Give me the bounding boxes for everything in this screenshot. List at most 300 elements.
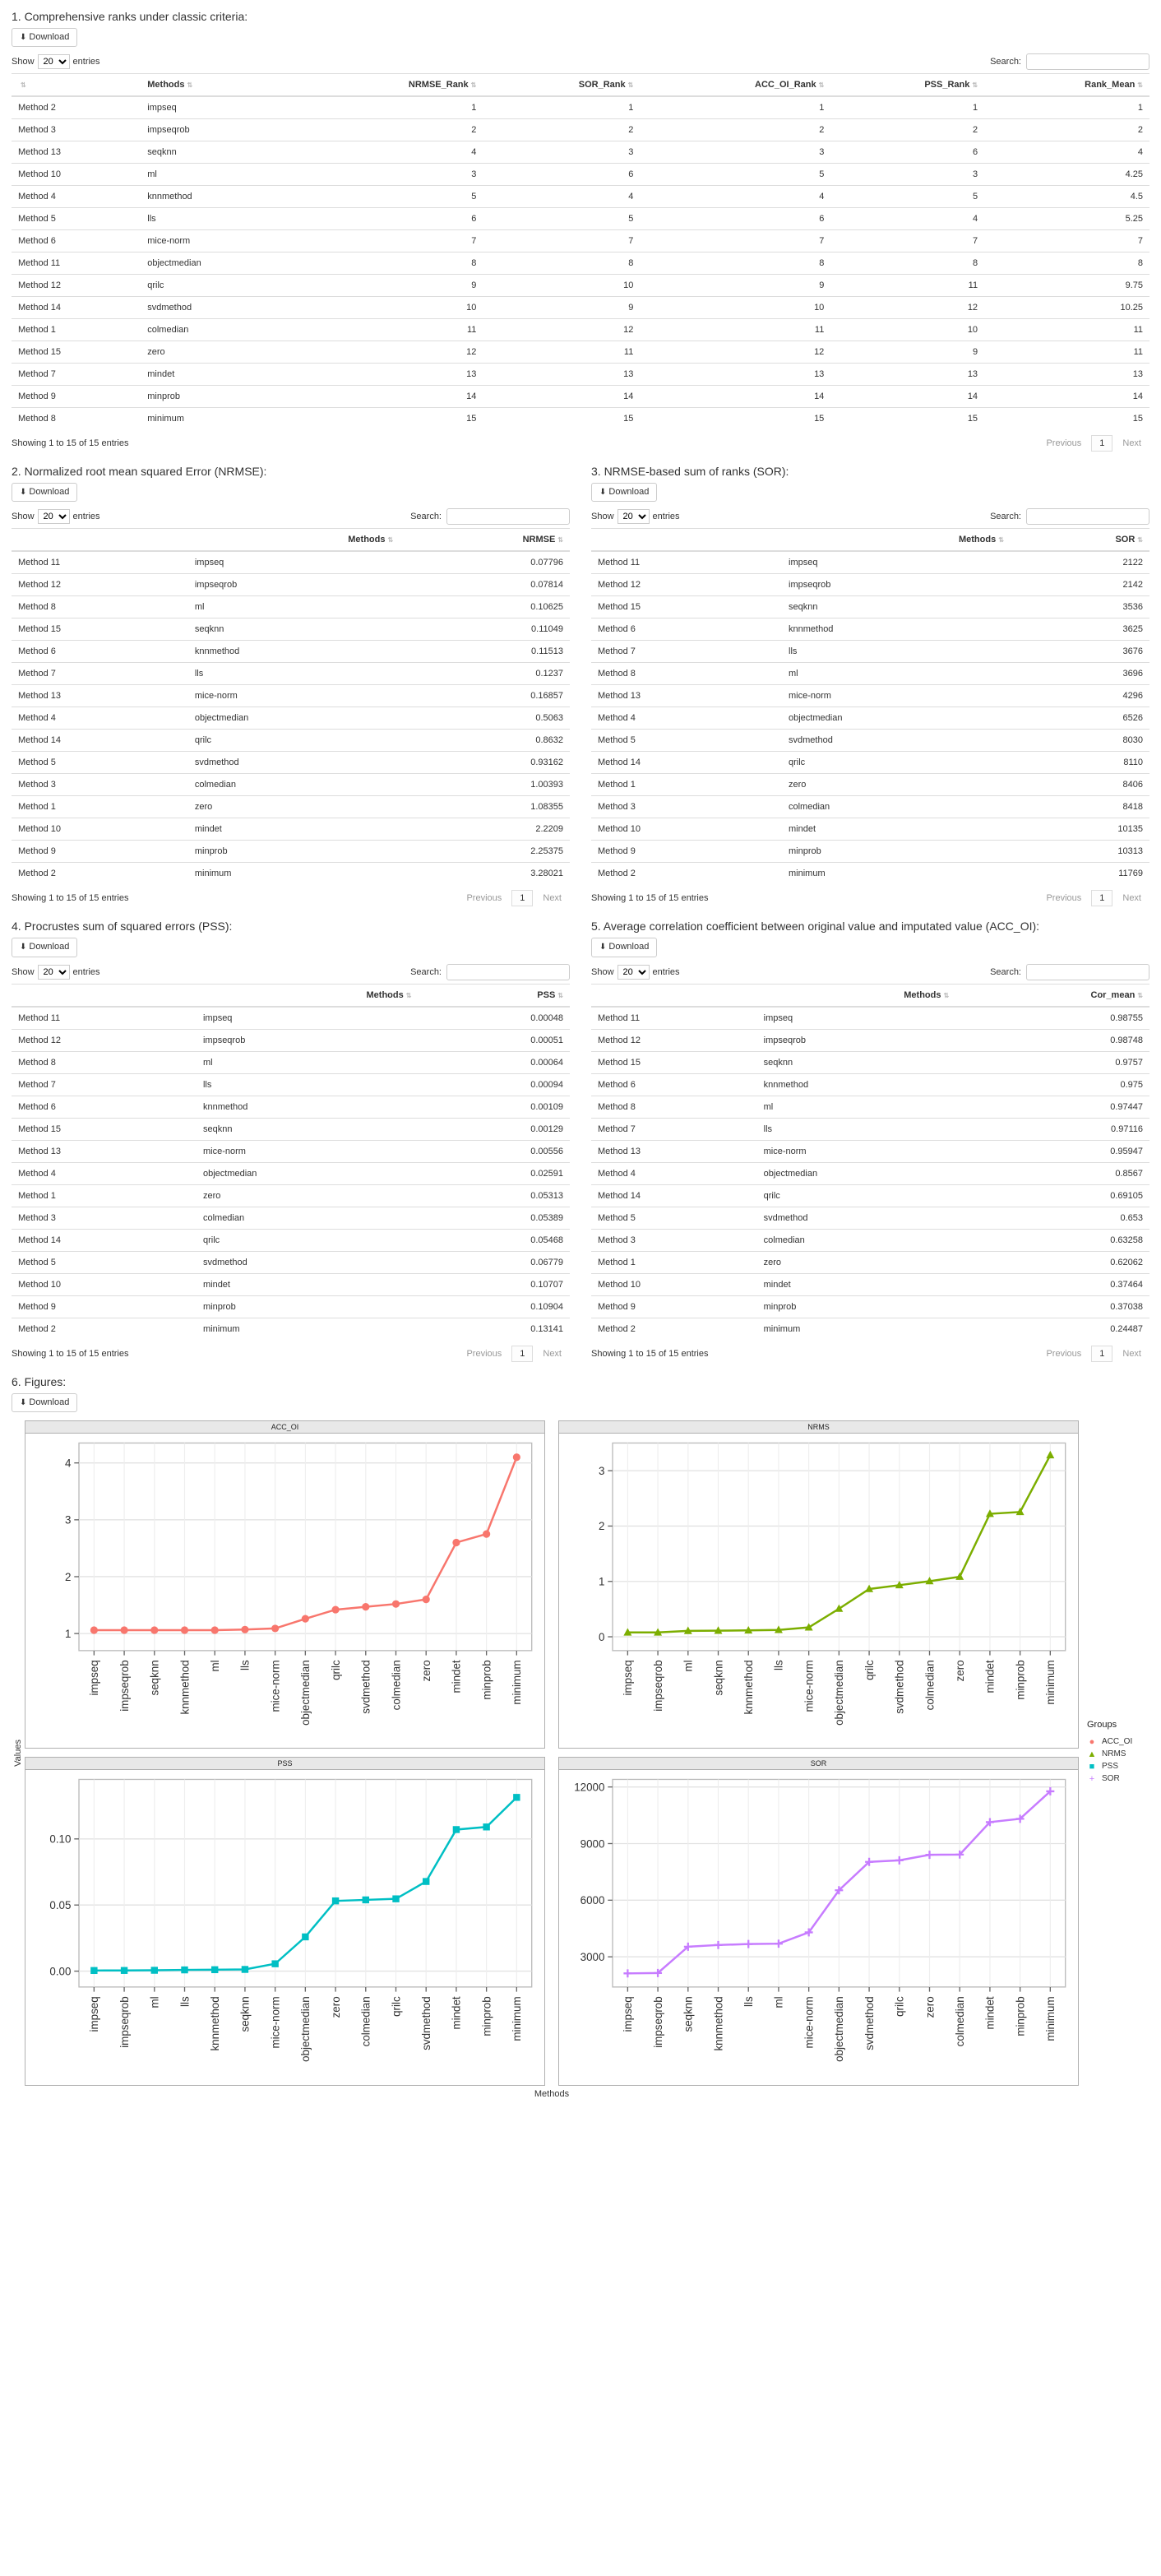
table-cell: 8030 bbox=[1011, 730, 1149, 752]
table-cell: 2 bbox=[640, 119, 830, 141]
table-cell: objectmedian bbox=[757, 1162, 956, 1184]
table-header-row bbox=[12, 74, 1149, 97]
table-cell: Method 13 bbox=[591, 1140, 757, 1162]
search-input-2[interactable] bbox=[446, 508, 570, 525]
next-button[interactable]: Next bbox=[543, 893, 562, 904]
table-cell: lls bbox=[757, 1118, 956, 1140]
svg-text:3: 3 bbox=[65, 1513, 72, 1527]
table-footer-3 bbox=[591, 890, 1149, 910]
table-cell: 3 bbox=[640, 141, 830, 164]
table-cell: minprob bbox=[197, 1295, 418, 1318]
sort-icon: ⇅ bbox=[1137, 81, 1143, 90]
table-cell: 11 bbox=[830, 275, 984, 297]
search-input-3[interactable] bbox=[1026, 508, 1149, 525]
page-length-select-3[interactable] bbox=[618, 509, 650, 524]
table-cell: zero bbox=[141, 341, 295, 364]
table-cell: 0.07814 bbox=[400, 574, 570, 596]
col-header-methods[interactable]: Methods ⇅ bbox=[188, 529, 400, 552]
col-header-nrmse-rank[interactable]: NRMSE_Rank ⇅ bbox=[296, 74, 483, 97]
table-row bbox=[12, 319, 1149, 341]
svg-text:impseqrob: impseqrob bbox=[118, 1660, 131, 1712]
table-cell: Method 10 bbox=[591, 1273, 757, 1295]
table-cell: knnmethod bbox=[782, 619, 1011, 641]
svg-text:seqknn: seqknn bbox=[712, 1660, 725, 1696]
svg-text:0.00: 0.00 bbox=[49, 1965, 72, 1978]
table-cell: 8 bbox=[640, 253, 830, 275]
next-button[interactable]: Next bbox=[543, 1348, 562, 1359]
table-row bbox=[12, 796, 570, 818]
table-controls-2 bbox=[12, 508, 570, 525]
table-cell: Method 9 bbox=[591, 841, 782, 863]
search-control-2 bbox=[410, 508, 570, 525]
svg-text:2: 2 bbox=[599, 1519, 605, 1532]
page-button-1[interactable]: 1 bbox=[511, 890, 533, 906]
table-cell: 1 bbox=[984, 96, 1149, 119]
table-row bbox=[591, 1140, 1149, 1162]
col-header-index[interactable] bbox=[12, 529, 188, 552]
table-cell: Method 13 bbox=[12, 1140, 197, 1162]
page-button-1[interactable]: 1 bbox=[1091, 1346, 1112, 1362]
table-cell: 0.00556 bbox=[418, 1140, 570, 1162]
col-header-sor-rank[interactable]: SOR_Rank ⇅ bbox=[483, 74, 640, 97]
table-cell: 5 bbox=[483, 208, 640, 230]
search-input-1[interactable] bbox=[1026, 53, 1149, 70]
table-cell: 1 bbox=[296, 96, 483, 119]
table-row bbox=[12, 1073, 570, 1096]
col-header-index[interactable] bbox=[591, 529, 782, 552]
svg-text:0.05: 0.05 bbox=[49, 1899, 72, 1912]
table-cell: Method 14 bbox=[591, 752, 782, 774]
svg-text:knnmethod: knnmethod bbox=[712, 1996, 725, 2051]
app-root bbox=[0, 10, 1161, 2107]
previous-button[interactable]: Previous bbox=[466, 1348, 502, 1359]
table-row bbox=[591, 1318, 1149, 1340]
svg-text:6000: 6000 bbox=[580, 1894, 605, 1907]
col-header-cor-mean[interactable]: Cor_mean ⇅ bbox=[955, 984, 1149, 1007]
table-row bbox=[12, 141, 1149, 164]
sort-icon: ⇅ bbox=[557, 536, 563, 544]
sort-icon: ⇅ bbox=[818, 81, 825, 90]
section-figures bbox=[12, 1375, 1149, 2099]
table-row bbox=[591, 619, 1149, 641]
table-cell: Method 7 bbox=[12, 364, 141, 386]
table-cell: 6526 bbox=[1011, 707, 1149, 730]
table-info-2: Showing 1 to 15 of 15 entries bbox=[12, 893, 129, 904]
table-cell: Method 12 bbox=[591, 574, 782, 596]
svg-text:minprob: minprob bbox=[1014, 1996, 1027, 2036]
table-cell: 0.16857 bbox=[400, 685, 570, 707]
next-button[interactable]: Next bbox=[1122, 438, 1141, 449]
table-cell: minprob bbox=[757, 1295, 956, 1318]
download-button-3[interactable] bbox=[591, 483, 657, 502]
table-cell: Method 12 bbox=[591, 1029, 757, 1051]
sort-icon: ⇅ bbox=[470, 81, 477, 90]
table-row bbox=[12, 186, 1149, 208]
previous-button[interactable]: Previous bbox=[466, 893, 502, 904]
table-cell: 7 bbox=[296, 230, 483, 253]
table-cell: 2 bbox=[483, 119, 640, 141]
table-cell: Method 12 bbox=[12, 1029, 197, 1051]
table-cell: Method 9 bbox=[12, 1295, 197, 1318]
table-row bbox=[591, 818, 1149, 841]
table-cell: mice-norm bbox=[197, 1140, 418, 1162]
col-header-sor[interactable]: SOR ⇅ bbox=[1011, 529, 1149, 552]
table-cell: Method 3 bbox=[591, 1229, 757, 1251]
previous-button[interactable]: Previous bbox=[1046, 893, 1082, 904]
svg-text:objectmedian: objectmedian bbox=[833, 1660, 846, 1726]
table-cell: mindet bbox=[141, 364, 295, 386]
svg-text:colmedian: colmedian bbox=[359, 1996, 372, 2047]
sort-icon: ⇅ bbox=[627, 81, 634, 90]
sort-icon: ⇅ bbox=[21, 81, 26, 90]
data-point bbox=[151, 1967, 158, 1974]
data-point bbox=[121, 1967, 127, 1974]
svg-text:4: 4 bbox=[65, 1457, 72, 1470]
table-cell: Method 15 bbox=[12, 619, 188, 641]
section-pss bbox=[12, 910, 570, 1364]
table-cell: 4 bbox=[830, 208, 984, 230]
download-button-4[interactable] bbox=[12, 938, 77, 957]
table-head-4 bbox=[12, 984, 570, 1007]
svg-text:impseq: impseq bbox=[622, 1660, 635, 1696]
table-cell: Method 1 bbox=[591, 1251, 757, 1273]
table-cell: ml bbox=[188, 596, 400, 619]
table-header-row bbox=[591, 984, 1149, 1007]
table-comprehensive-ranks bbox=[12, 73, 1149, 429]
legend-item bbox=[1087, 1737, 1149, 1747]
col-header-methods[interactable]: Methods ⇅ bbox=[197, 984, 418, 1007]
svg-text:3: 3 bbox=[599, 1464, 605, 1477]
table-row bbox=[591, 596, 1149, 619]
legend-symbol-icon: ▲ bbox=[1087, 1749, 1097, 1759]
table-row bbox=[591, 774, 1149, 796]
table-row bbox=[12, 1295, 570, 1318]
legend-label: PSS bbox=[1102, 1762, 1119, 1772]
table-header-row bbox=[591, 529, 1149, 552]
table-cell: ml bbox=[757, 1096, 956, 1118]
col-header-acc-oi-rank[interactable]: ACC_OI_Rank ⇅ bbox=[640, 74, 830, 97]
search-input-4[interactable] bbox=[446, 964, 570, 980]
legend-symbol-icon: + bbox=[1089, 1773, 1095, 1784]
table-cell: 3.28021 bbox=[400, 863, 570, 885]
entries-label: entries bbox=[652, 512, 680, 522]
table-cell: 0.98748 bbox=[955, 1029, 1149, 1051]
table-row bbox=[12, 818, 570, 841]
table-cell: Method 10 bbox=[12, 1273, 197, 1295]
table-cell: impseq bbox=[782, 551, 1011, 574]
svg-text:qrilc: qrilc bbox=[390, 1996, 403, 2018]
data-point bbox=[483, 1823, 489, 1830]
sort-icon: ⇅ bbox=[557, 991, 563, 999]
svg-text:zero: zero bbox=[953, 1660, 966, 1682]
search-input-5[interactable] bbox=[1026, 964, 1149, 980]
table-cell: Method 1 bbox=[12, 1184, 197, 1207]
table-row bbox=[591, 1184, 1149, 1207]
table-cell: 8 bbox=[830, 253, 984, 275]
table-cell: Method 9 bbox=[12, 386, 141, 408]
table-controls-4 bbox=[12, 964, 570, 980]
table-cell: Method 15 bbox=[12, 1118, 197, 1140]
table-cell: 0.10707 bbox=[418, 1273, 570, 1295]
svg-text:minprob: minprob bbox=[1014, 1660, 1027, 1700]
table-row bbox=[12, 841, 570, 863]
table-cell: 15 bbox=[296, 408, 483, 430]
table-cell: 0.37038 bbox=[955, 1295, 1149, 1318]
table-cell: impseq bbox=[188, 551, 400, 574]
table-row bbox=[12, 619, 570, 641]
table-cell: 0.653 bbox=[955, 1207, 1149, 1229]
col-header-pss-rank[interactable]: PSS_Rank ⇅ bbox=[830, 74, 984, 97]
table-row bbox=[12, 1207, 570, 1229]
table-cell: Method 4 bbox=[12, 186, 141, 208]
table-cell: 3625 bbox=[1011, 619, 1149, 641]
data-point bbox=[271, 1961, 278, 1967]
table-nrmse bbox=[12, 528, 570, 884]
svg-text:knnmethod: knnmethod bbox=[742, 1660, 756, 1715]
svg-text:lls: lls bbox=[742, 1996, 756, 2008]
table-row bbox=[12, 1051, 570, 1073]
table-cell: 0.8632 bbox=[400, 730, 570, 752]
show-label: Show bbox=[12, 57, 35, 67]
table-cell: impseqrob bbox=[141, 119, 295, 141]
table-cell: 12 bbox=[296, 341, 483, 364]
data-point bbox=[483, 1530, 490, 1537]
table-cell: Method 4 bbox=[591, 1162, 757, 1184]
table-cell: mindet bbox=[782, 818, 1011, 841]
download-label: Download bbox=[608, 487, 650, 498]
table-cell: 0.975 bbox=[955, 1073, 1149, 1096]
table-cell: 0.00064 bbox=[418, 1051, 570, 1073]
table-cell: Method 7 bbox=[591, 641, 782, 663]
col-header-methods[interactable]: Methods ⇅ bbox=[782, 529, 1011, 552]
col-header-methods[interactable]: Methods ⇅ bbox=[757, 984, 956, 1007]
table-row bbox=[12, 863, 570, 885]
table-cell: Method 11 bbox=[591, 1007, 757, 1030]
table-cell: 6 bbox=[296, 208, 483, 230]
svg-text:svdmethod: svdmethod bbox=[419, 1996, 432, 2050]
table-row bbox=[12, 408, 1149, 430]
table-cell: 14 bbox=[296, 386, 483, 408]
col-header-nrmse[interactable]: NRMSE ⇅ bbox=[400, 529, 570, 552]
table-cell: seqknn bbox=[188, 619, 400, 641]
panel-plot bbox=[25, 1434, 544, 1748]
table-cell: 8418 bbox=[1011, 796, 1149, 818]
table-cell: zero bbox=[757, 1251, 956, 1273]
table-cell: 8406 bbox=[1011, 774, 1149, 796]
download-button-2[interactable] bbox=[12, 483, 77, 502]
table-controls-5 bbox=[591, 964, 1149, 980]
table-cell: 9.75 bbox=[984, 275, 1149, 297]
data-point bbox=[271, 1624, 279, 1632]
table-cell: svdmethod bbox=[188, 752, 400, 774]
legend-symbol-icon: ■ bbox=[1089, 1761, 1095, 1772]
panel-title: PSS bbox=[25, 1758, 544, 1770]
table-cell: Method 6 bbox=[12, 1096, 197, 1118]
table-cell: 0.8567 bbox=[955, 1162, 1149, 1184]
col-header-pss[interactable]: PSS ⇅ bbox=[418, 984, 570, 1007]
page-length-select-5[interactable] bbox=[618, 965, 650, 980]
download-button-6[interactable] bbox=[12, 1393, 77, 1412]
table-row bbox=[12, 1029, 570, 1051]
legend-item bbox=[1087, 1749, 1149, 1759]
table-header-row bbox=[12, 984, 570, 1007]
table-row bbox=[591, 1051, 1149, 1073]
legend-label: NRMS bbox=[1102, 1749, 1126, 1759]
table-row bbox=[591, 641, 1149, 663]
data-point bbox=[181, 1626, 188, 1633]
svg-text:ml: ml bbox=[682, 1660, 695, 1672]
table-row bbox=[12, 1162, 570, 1184]
table-cell: 0.00094 bbox=[418, 1073, 570, 1096]
table-cell: Method 8 bbox=[591, 1096, 757, 1118]
previous-button[interactable]: Previous bbox=[1046, 438, 1082, 449]
table-info-3: Showing 1 to 15 of 15 entries bbox=[591, 893, 709, 904]
svg-text:objectmedian: objectmedian bbox=[833, 1996, 846, 2063]
section-title-2: 2. Normalized root mean squared Error (NRMSE): bbox=[12, 465, 267, 479]
table-cell: Method 10 bbox=[12, 818, 188, 841]
table-row bbox=[12, 774, 570, 796]
table-cell: 2 bbox=[830, 119, 984, 141]
table-cell: Method 5 bbox=[591, 1207, 757, 1229]
table-cell: Method 13 bbox=[591, 685, 782, 707]
table-row bbox=[591, 1118, 1149, 1140]
table-cell: Method 14 bbox=[12, 1229, 197, 1251]
figure-panel bbox=[558, 1757, 1079, 2085]
table-cell: 14 bbox=[640, 386, 830, 408]
table-cell: zero bbox=[188, 796, 400, 818]
col-header-rank-mean[interactable]: Rank_Mean ⇅ bbox=[984, 74, 1149, 97]
table-cell: Method 2 bbox=[12, 863, 188, 885]
table-cell: 11 bbox=[984, 319, 1149, 341]
table-cell: Method 12 bbox=[12, 275, 141, 297]
table-cell: 5 bbox=[640, 164, 830, 186]
table-cell: Method 14 bbox=[12, 730, 188, 752]
page-button-1[interactable]: 1 bbox=[1091, 890, 1112, 906]
table-row bbox=[591, 1207, 1149, 1229]
table-row bbox=[591, 1073, 1149, 1096]
table-cell: Method 2 bbox=[12, 1318, 197, 1340]
svg-text:lls: lls bbox=[238, 1660, 252, 1670]
table-cell: minimum bbox=[757, 1318, 956, 1340]
svg-text:svdmethod: svdmethod bbox=[893, 1660, 906, 1714]
panel-title: SOR bbox=[559, 1758, 1078, 1770]
table-cell: 0.00048 bbox=[418, 1007, 570, 1030]
table-head-5 bbox=[591, 984, 1149, 1007]
table-cell: 5.25 bbox=[984, 208, 1149, 230]
page-length-select-2[interactable] bbox=[38, 509, 70, 524]
svg-text:impseqrob: impseqrob bbox=[651, 1996, 664, 2048]
table-cell: 7 bbox=[483, 230, 640, 253]
page-length-select-4[interactable] bbox=[38, 965, 70, 980]
next-button[interactable]: Next bbox=[1122, 893, 1141, 904]
table-cell: minimum bbox=[188, 863, 400, 885]
download-icon: ⬇ bbox=[20, 943, 27, 952]
previous-button[interactable]: Previous bbox=[1046, 1348, 1082, 1359]
panel-plot bbox=[559, 1770, 1078, 2084]
svg-text:svdmethod: svdmethod bbox=[863, 1996, 876, 2050]
table-row bbox=[591, 1007, 1149, 1030]
table-row bbox=[591, 1029, 1149, 1051]
table-cell: Method 4 bbox=[591, 707, 782, 730]
table-cell: impseq bbox=[141, 96, 295, 119]
col-header-index[interactable] bbox=[12, 984, 197, 1007]
table-cell: 11769 bbox=[1011, 863, 1149, 885]
entries-label: entries bbox=[72, 966, 100, 977]
legend-item bbox=[1087, 1774, 1149, 1784]
page-button-1[interactable]: 1 bbox=[1091, 435, 1112, 452]
table-cell: Method 9 bbox=[591, 1295, 757, 1318]
table-cell: 2.25375 bbox=[400, 841, 570, 863]
table-cell: mice-norm bbox=[141, 230, 295, 253]
download-button-5[interactable] bbox=[591, 938, 657, 957]
sort-icon: ⇅ bbox=[405, 991, 412, 999]
data-point bbox=[423, 1596, 430, 1603]
table-cell: 10.25 bbox=[984, 297, 1149, 319]
table-footer-5 bbox=[591, 1346, 1149, 1365]
table-cell: 0.00051 bbox=[418, 1029, 570, 1051]
table-cell: 14 bbox=[830, 386, 984, 408]
page-button-1[interactable]: 1 bbox=[511, 1346, 533, 1362]
table-cell: 10 bbox=[640, 297, 830, 319]
table-cell: 6 bbox=[830, 141, 984, 164]
svg-text:colmedian: colmedian bbox=[923, 1660, 937, 1711]
table-cell: 0.37464 bbox=[955, 1273, 1149, 1295]
search-control-4 bbox=[410, 964, 570, 980]
data-point bbox=[242, 1966, 248, 1972]
panel-title: ACC_OI bbox=[25, 1421, 544, 1434]
download-icon: ⬇ bbox=[599, 943, 607, 952]
table-row bbox=[591, 1162, 1149, 1184]
table-cell: 0.98755 bbox=[955, 1007, 1149, 1030]
download-button-1[interactable] bbox=[12, 28, 77, 47]
col-header-index[interactable] bbox=[12, 74, 141, 97]
table-row bbox=[591, 574, 1149, 596]
table-row bbox=[12, 341, 1149, 364]
col-header-index[interactable] bbox=[591, 984, 757, 1007]
sort-icon: ⇅ bbox=[998, 536, 1004, 544]
table-cell: knnmethod bbox=[757, 1073, 956, 1096]
section-acc-oi bbox=[591, 910, 1149, 1364]
download-icon: ⬇ bbox=[20, 1397, 27, 1407]
svg-text:impseq: impseq bbox=[88, 1660, 101, 1696]
next-button[interactable]: Next bbox=[1122, 1348, 1141, 1359]
table-cell: 0.97116 bbox=[955, 1118, 1149, 1140]
table-cell: Method 8 bbox=[12, 596, 188, 619]
search-label: Search: bbox=[410, 966, 442, 977]
table-cell: Method 8 bbox=[591, 663, 782, 685]
sort-icon: ⇅ bbox=[387, 536, 394, 544]
table-head-1 bbox=[12, 74, 1149, 97]
table-cell: 0.02591 bbox=[418, 1162, 570, 1184]
table-cell: 0.13141 bbox=[418, 1318, 570, 1340]
sort-icon: ⇅ bbox=[972, 81, 978, 90]
table-cell: Method 12 bbox=[12, 574, 188, 596]
table-cell: minimum bbox=[197, 1318, 418, 1340]
table-cell: Method 15 bbox=[591, 596, 782, 619]
table-controls-3 bbox=[591, 508, 1149, 525]
data-point bbox=[241, 1625, 248, 1633]
table-cell: Method 8 bbox=[12, 408, 141, 430]
page-length-select-1[interactable] bbox=[38, 54, 70, 69]
table-cell: 0.00109 bbox=[418, 1096, 570, 1118]
col-header-methods[interactable]: Methods ⇅ bbox=[141, 74, 295, 97]
table-cell: ml bbox=[782, 663, 1011, 685]
section-title-4: 4. Procrustes sum of squared errors (PSS): bbox=[12, 920, 233, 934]
entries-label: entries bbox=[652, 966, 680, 977]
data-point bbox=[513, 1453, 520, 1461]
table-row bbox=[12, 1007, 570, 1030]
download-label: Download bbox=[29, 487, 70, 498]
